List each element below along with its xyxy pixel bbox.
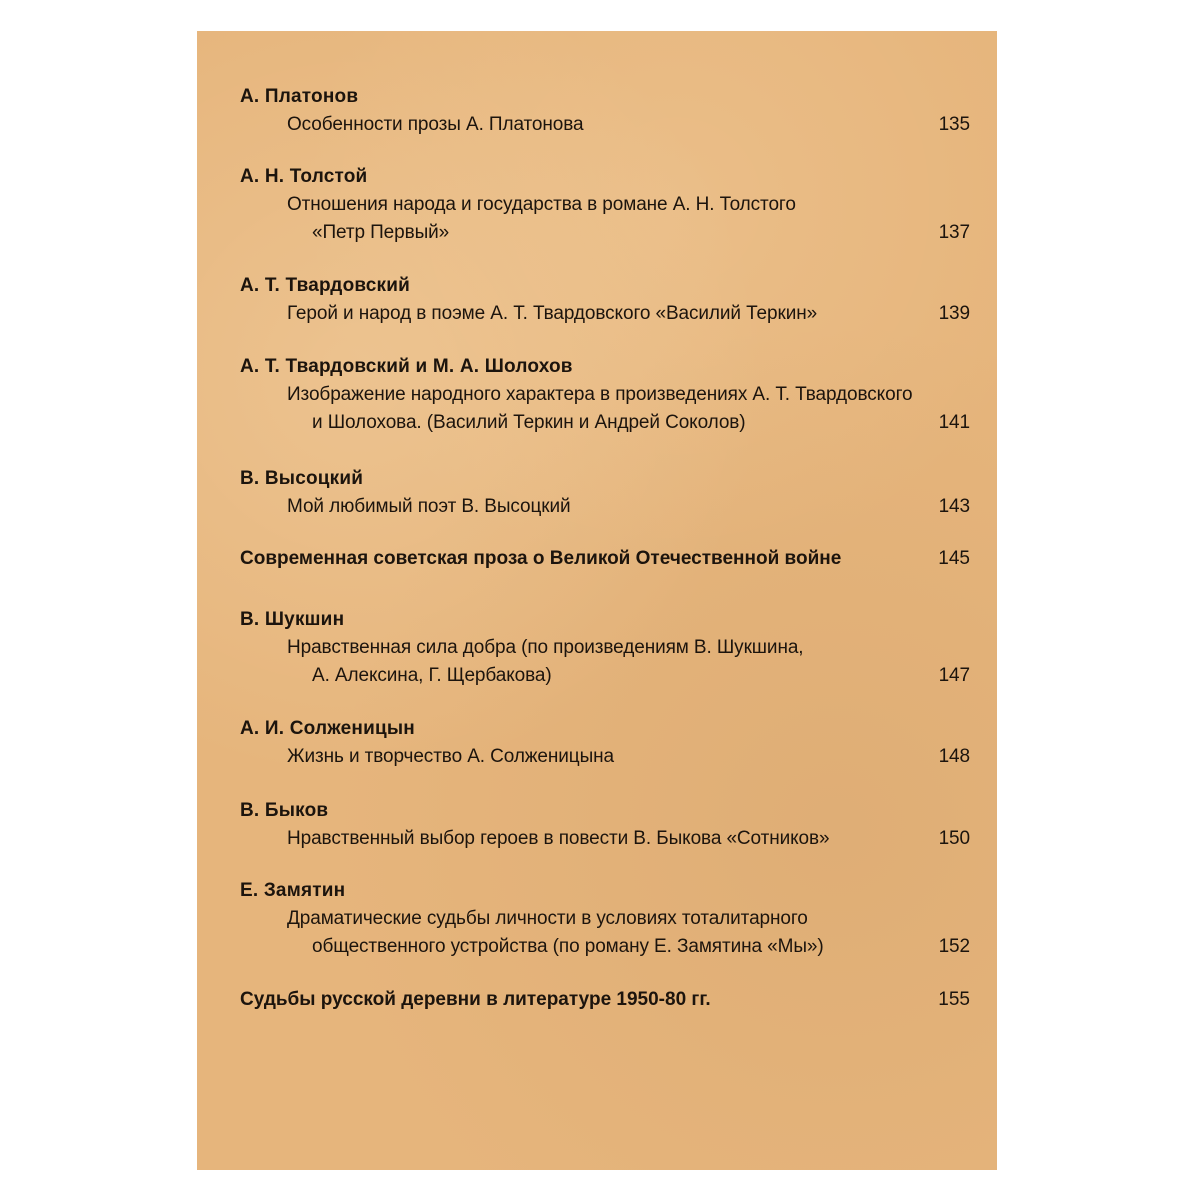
toc-page-number: 139: [938, 303, 970, 324]
toc-title-text: Нравственный выбор героев в повести В. Быкова «Сотников»: [287, 828, 830, 849]
book-page: [197, 31, 997, 1170]
toc-page-number: 137: [938, 222, 970, 243]
toc-page-number: 147: [938, 665, 970, 686]
toc-title-line: [240, 905, 970, 933]
toc-title-line: [240, 743, 970, 771]
toc-title-text: и Шолохова. (Василий Теркин и Андрей Соколов): [312, 412, 746, 433]
toc-page-number: 150: [938, 828, 970, 849]
toc-entry-solzhenitsyn: [240, 715, 970, 771]
toc-page-number: 143: [938, 496, 970, 517]
toc-title-text: «Петр Первый»: [312, 222, 450, 243]
toc-title-text: Жизнь и творчество А. Солженицына: [287, 746, 614, 767]
toc-section-war-prose: [240, 545, 970, 573]
toc-entry-zamyatin: [240, 877, 970, 961]
toc-page-number: 141: [938, 412, 970, 433]
toc-entry-vysotsky: [240, 465, 970, 521]
toc-page-number: 152: [938, 936, 970, 957]
toc-title-text: А. Алексина, Г. Щербакова): [312, 665, 552, 686]
toc-page-number: 135: [938, 114, 970, 135]
toc-title-line: [240, 825, 970, 853]
toc-author: А. Платонов: [240, 86, 359, 107]
toc-title-text: Особенности прозы А. Платонова: [287, 114, 584, 135]
toc-author: В. Быков: [240, 800, 329, 821]
toc-title-text: Нравственная сила добра (по произведениям В. Шукшина,: [287, 637, 804, 658]
toc-title-text: Герой и народ в поэме А. Т. Твардовского «Василий Теркин»: [287, 303, 818, 324]
toc-author: В. Высоцкий: [240, 468, 364, 489]
toc-title-line: [240, 662, 970, 690]
toc-title-line: [240, 933, 970, 961]
toc-title-text: общественного устройства (по роману Е. Замятина «Мы»): [312, 936, 824, 957]
toc-entry-platonov: [240, 83, 970, 139]
toc-title-text: Отношения народа и государства в романе А. Н. Толстого: [287, 194, 796, 215]
toc-entry-bykov: [240, 797, 970, 853]
toc-entry-tvardovsky: [240, 272, 970, 328]
toc-title-line: [240, 300, 970, 328]
toc-author: А. Т. Твардовский: [240, 275, 411, 296]
toc-title-line: [240, 191, 970, 219]
toc-title-line: [240, 409, 970, 437]
toc-author: А. И. Солженицын: [240, 718, 415, 739]
toc-entry-shukshin: [240, 606, 970, 690]
toc-entry-tolstoy: [240, 163, 970, 247]
toc-title-line: [240, 634, 970, 662]
toc-page-number: 148: [938, 746, 970, 767]
toc-title-line: [240, 111, 970, 139]
toc-author: А. Т. Твардовский и М. А. Шолохов: [240, 356, 573, 377]
toc-title-text: Драматические судьбы личности в условиях тоталитарного: [287, 908, 808, 929]
toc-title-text: Изображение народного характера в произведениях А. Т. Твардовского: [287, 384, 913, 405]
toc-author: А. Н. Толстой: [240, 166, 368, 187]
toc-author: Е. Замятин: [240, 880, 346, 901]
toc-entry-tvardovsky-sholokhov: [240, 353, 970, 437]
toc-author: В. Шукшин: [240, 609, 345, 630]
toc-page-number: 155: [938, 989, 970, 1010]
toc-section-title: Судьбы русской деревни в литературе 1950-80 гг.: [240, 989, 711, 1010]
toc-title-line: [240, 493, 970, 521]
toc-title-text: Мой любимый поэт В. Высоцкий: [287, 496, 571, 517]
toc-title-line: [240, 381, 970, 409]
toc-title-line: [240, 219, 970, 247]
toc-page-number: 145: [938, 548, 970, 569]
toc-section-title: Современная советская проза о Великой Отечественной войне: [240, 548, 842, 569]
toc-section-village: [240, 986, 970, 1014]
